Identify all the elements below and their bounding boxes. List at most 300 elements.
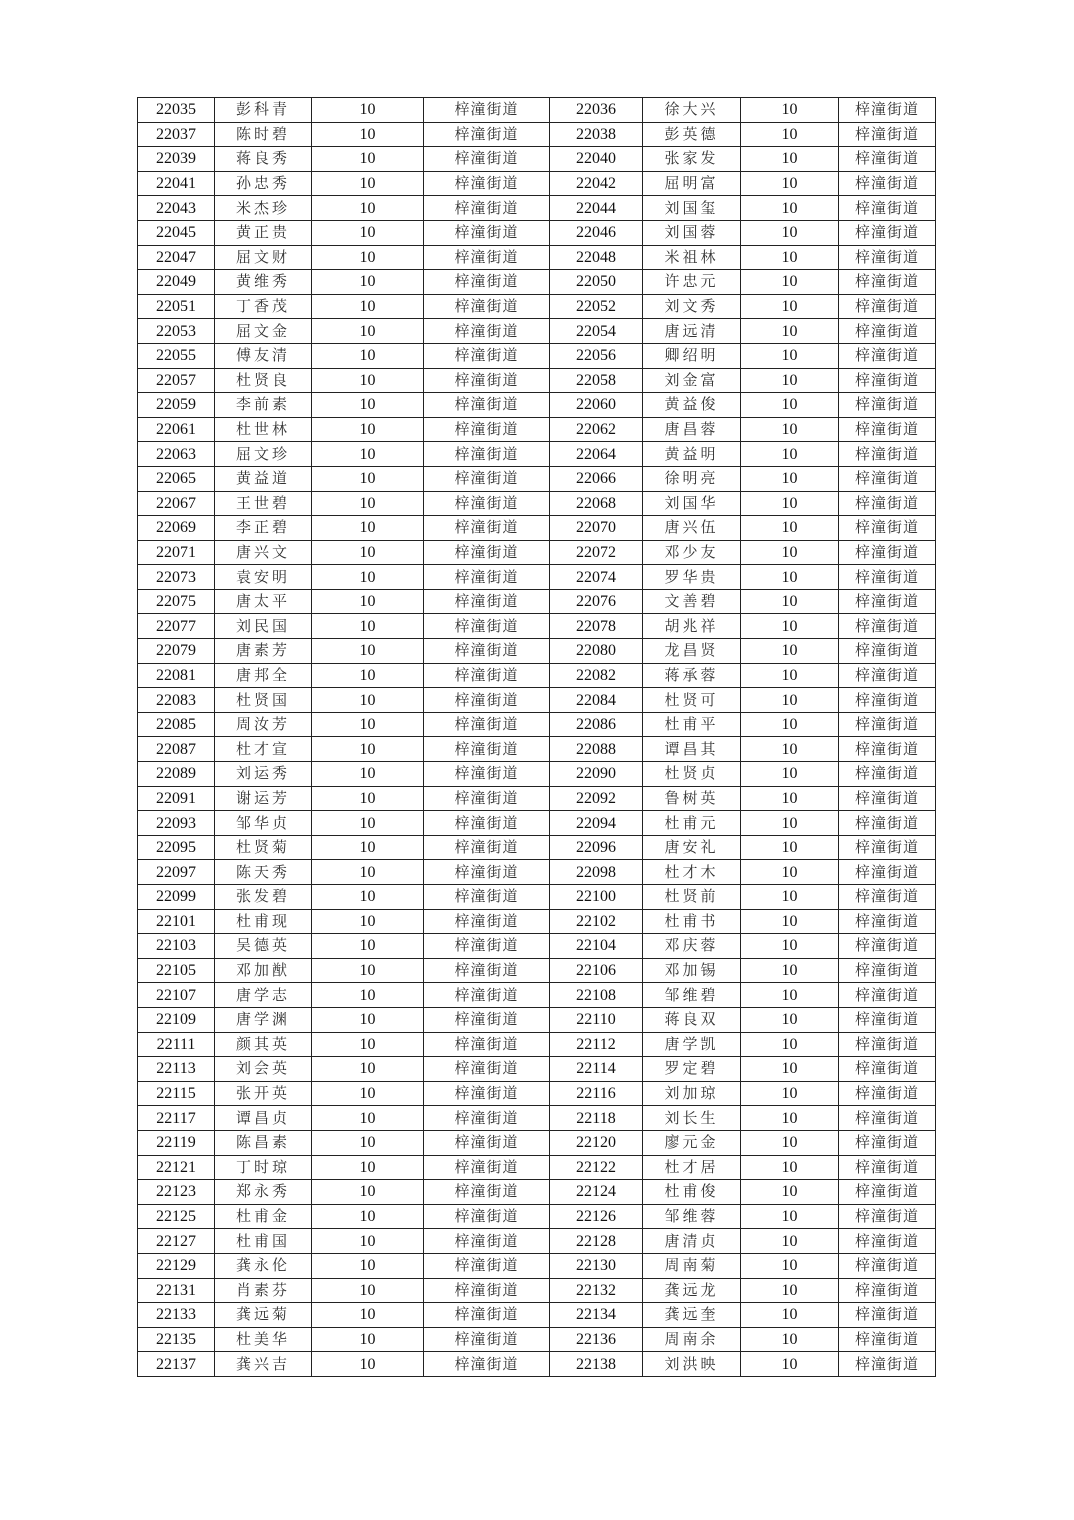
table-row	[138, 1229, 936, 1254]
record-id: 22100	[550, 885, 643, 910]
record-id: 22079	[138, 639, 215, 664]
record-id: 22096	[550, 835, 643, 860]
area-name: 梓潼街道	[424, 1130, 550, 1155]
area-name: 梓潼街道	[424, 1007, 550, 1032]
record-id: 22116	[550, 1081, 643, 1106]
amount: 10	[741, 860, 839, 885]
person-name: 张家发	[643, 147, 741, 172]
amount: 10	[741, 1081, 839, 1106]
record-id: 22094	[550, 811, 643, 836]
record-id: 22047	[138, 245, 215, 270]
person-name: 杜才木	[643, 860, 741, 885]
area-name: 梓潼街道	[839, 909, 936, 934]
amount: 10	[312, 417, 424, 442]
amount: 10	[741, 516, 839, 541]
record-id: 22095	[138, 835, 215, 860]
area-name: 梓潼街道	[424, 540, 550, 565]
amount: 10	[312, 1352, 424, 1377]
record-id: 22106	[550, 958, 643, 983]
record-id: 22040	[550, 147, 643, 172]
area-name: 梓潼街道	[839, 885, 936, 910]
table-row	[138, 688, 936, 713]
amount: 10	[741, 1352, 839, 1377]
person-name: 杜甫元	[643, 811, 741, 836]
person-name: 杜甫现	[215, 909, 312, 934]
table-row	[138, 98, 936, 123]
record-id: 22099	[138, 885, 215, 910]
record-id: 22072	[550, 540, 643, 565]
table-row	[138, 343, 936, 368]
area-name: 梓潼街道	[424, 1303, 550, 1328]
area-name: 梓潼街道	[839, 245, 936, 270]
record-id: 22103	[138, 934, 215, 959]
amount: 10	[741, 540, 839, 565]
person-name: 龚远奎	[643, 1303, 741, 1328]
record-id: 22055	[138, 343, 215, 368]
person-name: 邹维蓉	[643, 1204, 741, 1229]
amount: 10	[741, 614, 839, 639]
amount: 10	[741, 885, 839, 910]
area-name: 梓潼街道	[839, 294, 936, 319]
amount: 10	[312, 958, 424, 983]
record-id: 22130	[550, 1253, 643, 1278]
table-row	[138, 220, 936, 245]
area-name: 梓潼街道	[424, 589, 550, 614]
person-name: 杜才居	[643, 1155, 741, 1180]
person-name: 刘洪映	[643, 1352, 741, 1377]
record-id: 22037	[138, 122, 215, 147]
area-name: 梓潼街道	[839, 958, 936, 983]
person-name: 邓加猷	[215, 958, 312, 983]
person-name: 刘长生	[643, 1106, 741, 1131]
record-id: 22126	[550, 1204, 643, 1229]
person-name: 颜其英	[215, 1032, 312, 1057]
area-name: 梓潼街道	[424, 565, 550, 590]
table-row	[138, 294, 936, 319]
record-id: 22137	[138, 1352, 215, 1377]
amount: 10	[312, 220, 424, 245]
record-id: 22061	[138, 417, 215, 442]
person-name: 李前素	[215, 393, 312, 418]
person-name: 张开英	[215, 1081, 312, 1106]
record-id: 22084	[550, 688, 643, 713]
table-row	[138, 516, 936, 541]
record-id: 22056	[550, 343, 643, 368]
record-id: 22104	[550, 934, 643, 959]
record-id: 22080	[550, 639, 643, 664]
person-name: 胡兆祥	[643, 614, 741, 639]
table-row	[138, 786, 936, 811]
amount: 10	[741, 343, 839, 368]
area-name: 梓潼街道	[839, 368, 936, 393]
area-name: 梓潼街道	[839, 1130, 936, 1155]
person-name: 徐大兴	[643, 98, 741, 123]
person-name: 杜贤可	[643, 688, 741, 713]
amount: 10	[312, 1007, 424, 1032]
amount: 10	[312, 909, 424, 934]
person-name: 杜甫金	[215, 1204, 312, 1229]
table-row	[138, 393, 936, 418]
person-name: 谭昌其	[643, 737, 741, 762]
amount: 10	[312, 1130, 424, 1155]
person-name: 龚远菊	[215, 1303, 312, 1328]
table-row	[138, 466, 936, 491]
record-id: 22120	[550, 1130, 643, 1155]
person-name: 杜贤贞	[643, 762, 741, 787]
amount: 10	[741, 1155, 839, 1180]
area-name: 梓潼街道	[839, 1352, 936, 1377]
record-id: 22043	[138, 196, 215, 221]
person-name: 杜甫平	[643, 712, 741, 737]
person-name: 李正碧	[215, 516, 312, 541]
person-name: 唐安礼	[643, 835, 741, 860]
person-name: 邹维碧	[643, 983, 741, 1008]
amount: 10	[741, 294, 839, 319]
person-name: 杜贤前	[643, 885, 741, 910]
area-name: 梓潼街道	[839, 466, 936, 491]
record-id: 22035	[138, 98, 215, 123]
area-name: 梓潼街道	[424, 220, 550, 245]
record-id: 22101	[138, 909, 215, 934]
amount: 10	[312, 835, 424, 860]
area-name: 梓潼街道	[839, 639, 936, 664]
amount: 10	[312, 1106, 424, 1131]
area-name: 梓潼街道	[839, 147, 936, 172]
area-name: 梓潼街道	[839, 1180, 936, 1205]
record-id: 22049	[138, 270, 215, 295]
amount: 10	[312, 319, 424, 344]
amount: 10	[741, 737, 839, 762]
amount: 10	[312, 1229, 424, 1254]
area-name: 梓潼街道	[424, 1229, 550, 1254]
amount: 10	[741, 1130, 839, 1155]
amount: 10	[741, 122, 839, 147]
record-id: 22134	[550, 1303, 643, 1328]
amount: 10	[741, 270, 839, 295]
record-id: 22052	[550, 294, 643, 319]
area-name: 梓潼街道	[839, 565, 936, 590]
person-name: 龙昌贤	[643, 639, 741, 664]
table-row	[138, 368, 936, 393]
record-id: 22089	[138, 762, 215, 787]
amount: 10	[312, 466, 424, 491]
area-name: 梓潼街道	[839, 786, 936, 811]
person-name: 龚远龙	[643, 1278, 741, 1303]
area-name: 梓潼街道	[839, 663, 936, 688]
roster-table	[137, 97, 936, 1377]
table-row	[138, 811, 936, 836]
area-name: 梓潼街道	[839, 540, 936, 565]
table-row	[138, 1204, 936, 1229]
person-name: 杜美华	[215, 1327, 312, 1352]
amount: 10	[312, 860, 424, 885]
amount: 10	[312, 270, 424, 295]
record-id: 22041	[138, 171, 215, 196]
record-id: 22115	[138, 1081, 215, 1106]
table-row	[138, 1327, 936, 1352]
record-id: 22097	[138, 860, 215, 885]
amount: 10	[741, 319, 839, 344]
table-row	[138, 540, 936, 565]
amount: 10	[741, 1278, 839, 1303]
amount: 10	[312, 516, 424, 541]
area-name: 梓潼街道	[424, 171, 550, 196]
record-id: 22118	[550, 1106, 643, 1131]
table-row	[138, 1155, 936, 1180]
person-name: 杜贤良	[215, 368, 312, 393]
amount: 10	[312, 1253, 424, 1278]
table-row	[138, 442, 936, 467]
amount: 10	[312, 811, 424, 836]
area-name: 梓潼街道	[424, 417, 550, 442]
table-row	[138, 737, 936, 762]
table-row	[138, 147, 936, 172]
amount: 10	[312, 1278, 424, 1303]
amount: 10	[312, 1303, 424, 1328]
area-name: 梓潼街道	[424, 885, 550, 910]
amount: 10	[312, 1180, 424, 1205]
area-name: 梓潼街道	[839, 835, 936, 860]
table-row	[138, 983, 936, 1008]
person-name: 蒋良秀	[215, 147, 312, 172]
amount: 10	[312, 1204, 424, 1229]
table-row	[138, 319, 936, 344]
amount: 10	[741, 1180, 839, 1205]
table-row	[138, 835, 936, 860]
area-name: 梓潼街道	[839, 1278, 936, 1303]
record-id: 22133	[138, 1303, 215, 1328]
amount: 10	[741, 688, 839, 713]
amount: 10	[741, 98, 839, 123]
amount: 10	[741, 368, 839, 393]
area-name: 梓潼街道	[424, 1278, 550, 1303]
amount: 10	[741, 220, 839, 245]
record-id: 22107	[138, 983, 215, 1008]
person-name: 唐昌蓉	[643, 417, 741, 442]
area-name: 梓潼街道	[839, 934, 936, 959]
area-name: 梓潼街道	[424, 983, 550, 1008]
record-id: 22108	[550, 983, 643, 1008]
area-name: 梓潼街道	[839, 1229, 936, 1254]
person-name: 郑永秀	[215, 1180, 312, 1205]
amount: 10	[312, 737, 424, 762]
amount: 10	[741, 565, 839, 590]
table-row	[138, 122, 936, 147]
person-name: 唐远清	[643, 319, 741, 344]
person-name: 邓加锡	[643, 958, 741, 983]
amount: 10	[741, 1253, 839, 1278]
record-id: 22068	[550, 491, 643, 516]
amount: 10	[741, 1327, 839, 1352]
record-id: 22048	[550, 245, 643, 270]
person-name: 刘国蓉	[643, 220, 741, 245]
record-id: 22045	[138, 220, 215, 245]
record-id: 22111	[138, 1032, 215, 1057]
amount: 10	[741, 1204, 839, 1229]
amount: 10	[741, 393, 839, 418]
table-row	[138, 762, 936, 787]
table-row	[138, 860, 936, 885]
person-name: 丁香茂	[215, 294, 312, 319]
roster-body	[138, 98, 936, 1377]
person-name: 刘金富	[643, 368, 741, 393]
amount: 10	[741, 1303, 839, 1328]
amount: 10	[741, 466, 839, 491]
amount: 10	[312, 491, 424, 516]
table-row	[138, 417, 936, 442]
amount: 10	[312, 1057, 424, 1082]
person-name: 傅友清	[215, 343, 312, 368]
record-id: 22138	[550, 1352, 643, 1377]
record-id: 22131	[138, 1278, 215, 1303]
amount: 10	[741, 171, 839, 196]
table-row	[138, 1278, 936, 1303]
record-id: 22135	[138, 1327, 215, 1352]
area-name: 梓潼街道	[839, 417, 936, 442]
person-name: 屈明富	[643, 171, 741, 196]
record-id: 22063	[138, 442, 215, 467]
record-id: 22091	[138, 786, 215, 811]
amount: 10	[741, 1007, 839, 1032]
person-name: 米杰珍	[215, 196, 312, 221]
person-name: 王世碧	[215, 491, 312, 516]
table-row	[138, 171, 936, 196]
table-row	[138, 958, 936, 983]
record-id: 22117	[138, 1106, 215, 1131]
person-name: 屈文金	[215, 319, 312, 344]
amount: 10	[312, 712, 424, 737]
amount: 10	[312, 762, 424, 787]
record-id: 22067	[138, 491, 215, 516]
record-id: 22105	[138, 958, 215, 983]
area-name: 梓潼街道	[424, 860, 550, 885]
person-name: 蒋承蓉	[643, 663, 741, 688]
area-name: 梓潼街道	[424, 516, 550, 541]
area-name: 梓潼街道	[424, 491, 550, 516]
person-name: 陈天秀	[215, 860, 312, 885]
record-id: 22086	[550, 712, 643, 737]
area-name: 梓潼街道	[839, 688, 936, 713]
area-name: 梓潼街道	[839, 1155, 936, 1180]
amount: 10	[312, 393, 424, 418]
area-name: 梓潼街道	[424, 98, 550, 123]
amount: 10	[312, 171, 424, 196]
person-name: 徐明亮	[643, 466, 741, 491]
table-row	[138, 491, 936, 516]
area-name: 梓潼街道	[424, 343, 550, 368]
area-name: 梓潼街道	[839, 171, 936, 196]
area-name: 梓潼街道	[424, 319, 550, 344]
table-row	[138, 934, 936, 959]
amount: 10	[312, 1081, 424, 1106]
amount: 10	[741, 663, 839, 688]
record-id: 22058	[550, 368, 643, 393]
person-name: 米祖林	[643, 245, 741, 270]
area-name: 梓潼街道	[839, 1032, 936, 1057]
area-name: 梓潼街道	[424, 1204, 550, 1229]
person-name: 刘民国	[215, 614, 312, 639]
amount: 10	[312, 294, 424, 319]
amount: 10	[312, 983, 424, 1008]
person-name: 袁安明	[215, 565, 312, 590]
amount: 10	[741, 491, 839, 516]
area-name: 梓潼街道	[839, 589, 936, 614]
table-row	[138, 1081, 936, 1106]
area-name: 梓潼街道	[424, 688, 550, 713]
record-id: 22124	[550, 1180, 643, 1205]
record-id: 22102	[550, 909, 643, 934]
area-name: 梓潼街道	[424, 122, 550, 147]
area-name: 梓潼街道	[839, 1253, 936, 1278]
area-name: 梓潼街道	[424, 245, 550, 270]
person-name: 杜世林	[215, 417, 312, 442]
person-name: 龚永伦	[215, 1253, 312, 1278]
area-name: 梓潼街道	[839, 220, 936, 245]
table-row	[138, 196, 936, 221]
area-name: 梓潼街道	[424, 835, 550, 860]
record-id: 22090	[550, 762, 643, 787]
area-name: 梓潼街道	[424, 934, 550, 959]
person-name: 黄益道	[215, 466, 312, 491]
person-name: 丁时琼	[215, 1155, 312, 1180]
person-name: 卿绍明	[643, 343, 741, 368]
area-name: 梓潼街道	[839, 811, 936, 836]
person-name: 唐素芳	[215, 639, 312, 664]
person-name: 黄益明	[643, 442, 741, 467]
person-name: 廖元金	[643, 1130, 741, 1155]
record-id: 22044	[550, 196, 643, 221]
area-name: 梓潼街道	[839, 319, 936, 344]
record-id: 22062	[550, 417, 643, 442]
record-id: 22070	[550, 516, 643, 541]
area-name: 梓潼街道	[424, 393, 550, 418]
record-id: 22083	[138, 688, 215, 713]
area-name: 梓潼街道	[839, 1106, 936, 1131]
person-name: 黄维秀	[215, 270, 312, 295]
table-row	[138, 565, 936, 590]
record-id: 22127	[138, 1229, 215, 1254]
record-id: 22119	[138, 1130, 215, 1155]
table-row	[138, 614, 936, 639]
person-name: 刘国华	[643, 491, 741, 516]
person-name: 许忠元	[643, 270, 741, 295]
person-name: 周汝芳	[215, 712, 312, 737]
table-row	[138, 1303, 936, 1328]
person-name: 刘国玺	[643, 196, 741, 221]
person-name: 刘运秀	[215, 762, 312, 787]
amount: 10	[741, 442, 839, 467]
record-id: 22065	[138, 466, 215, 491]
table-row	[138, 245, 936, 270]
record-id: 22077	[138, 614, 215, 639]
person-name: 罗定碧	[643, 1057, 741, 1082]
record-id: 22051	[138, 294, 215, 319]
amount: 10	[741, 909, 839, 934]
record-id: 22136	[550, 1327, 643, 1352]
amount: 10	[741, 639, 839, 664]
record-id: 22087	[138, 737, 215, 762]
record-id: 22092	[550, 786, 643, 811]
amount: 10	[312, 639, 424, 664]
person-name: 鲁树英	[643, 786, 741, 811]
area-name: 梓潼街道	[839, 1057, 936, 1082]
amount: 10	[741, 589, 839, 614]
area-name: 梓潼街道	[839, 1081, 936, 1106]
record-id: 22113	[138, 1057, 215, 1082]
area-name: 梓潼街道	[839, 122, 936, 147]
area-name: 梓潼街道	[424, 811, 550, 836]
amount: 10	[312, 343, 424, 368]
